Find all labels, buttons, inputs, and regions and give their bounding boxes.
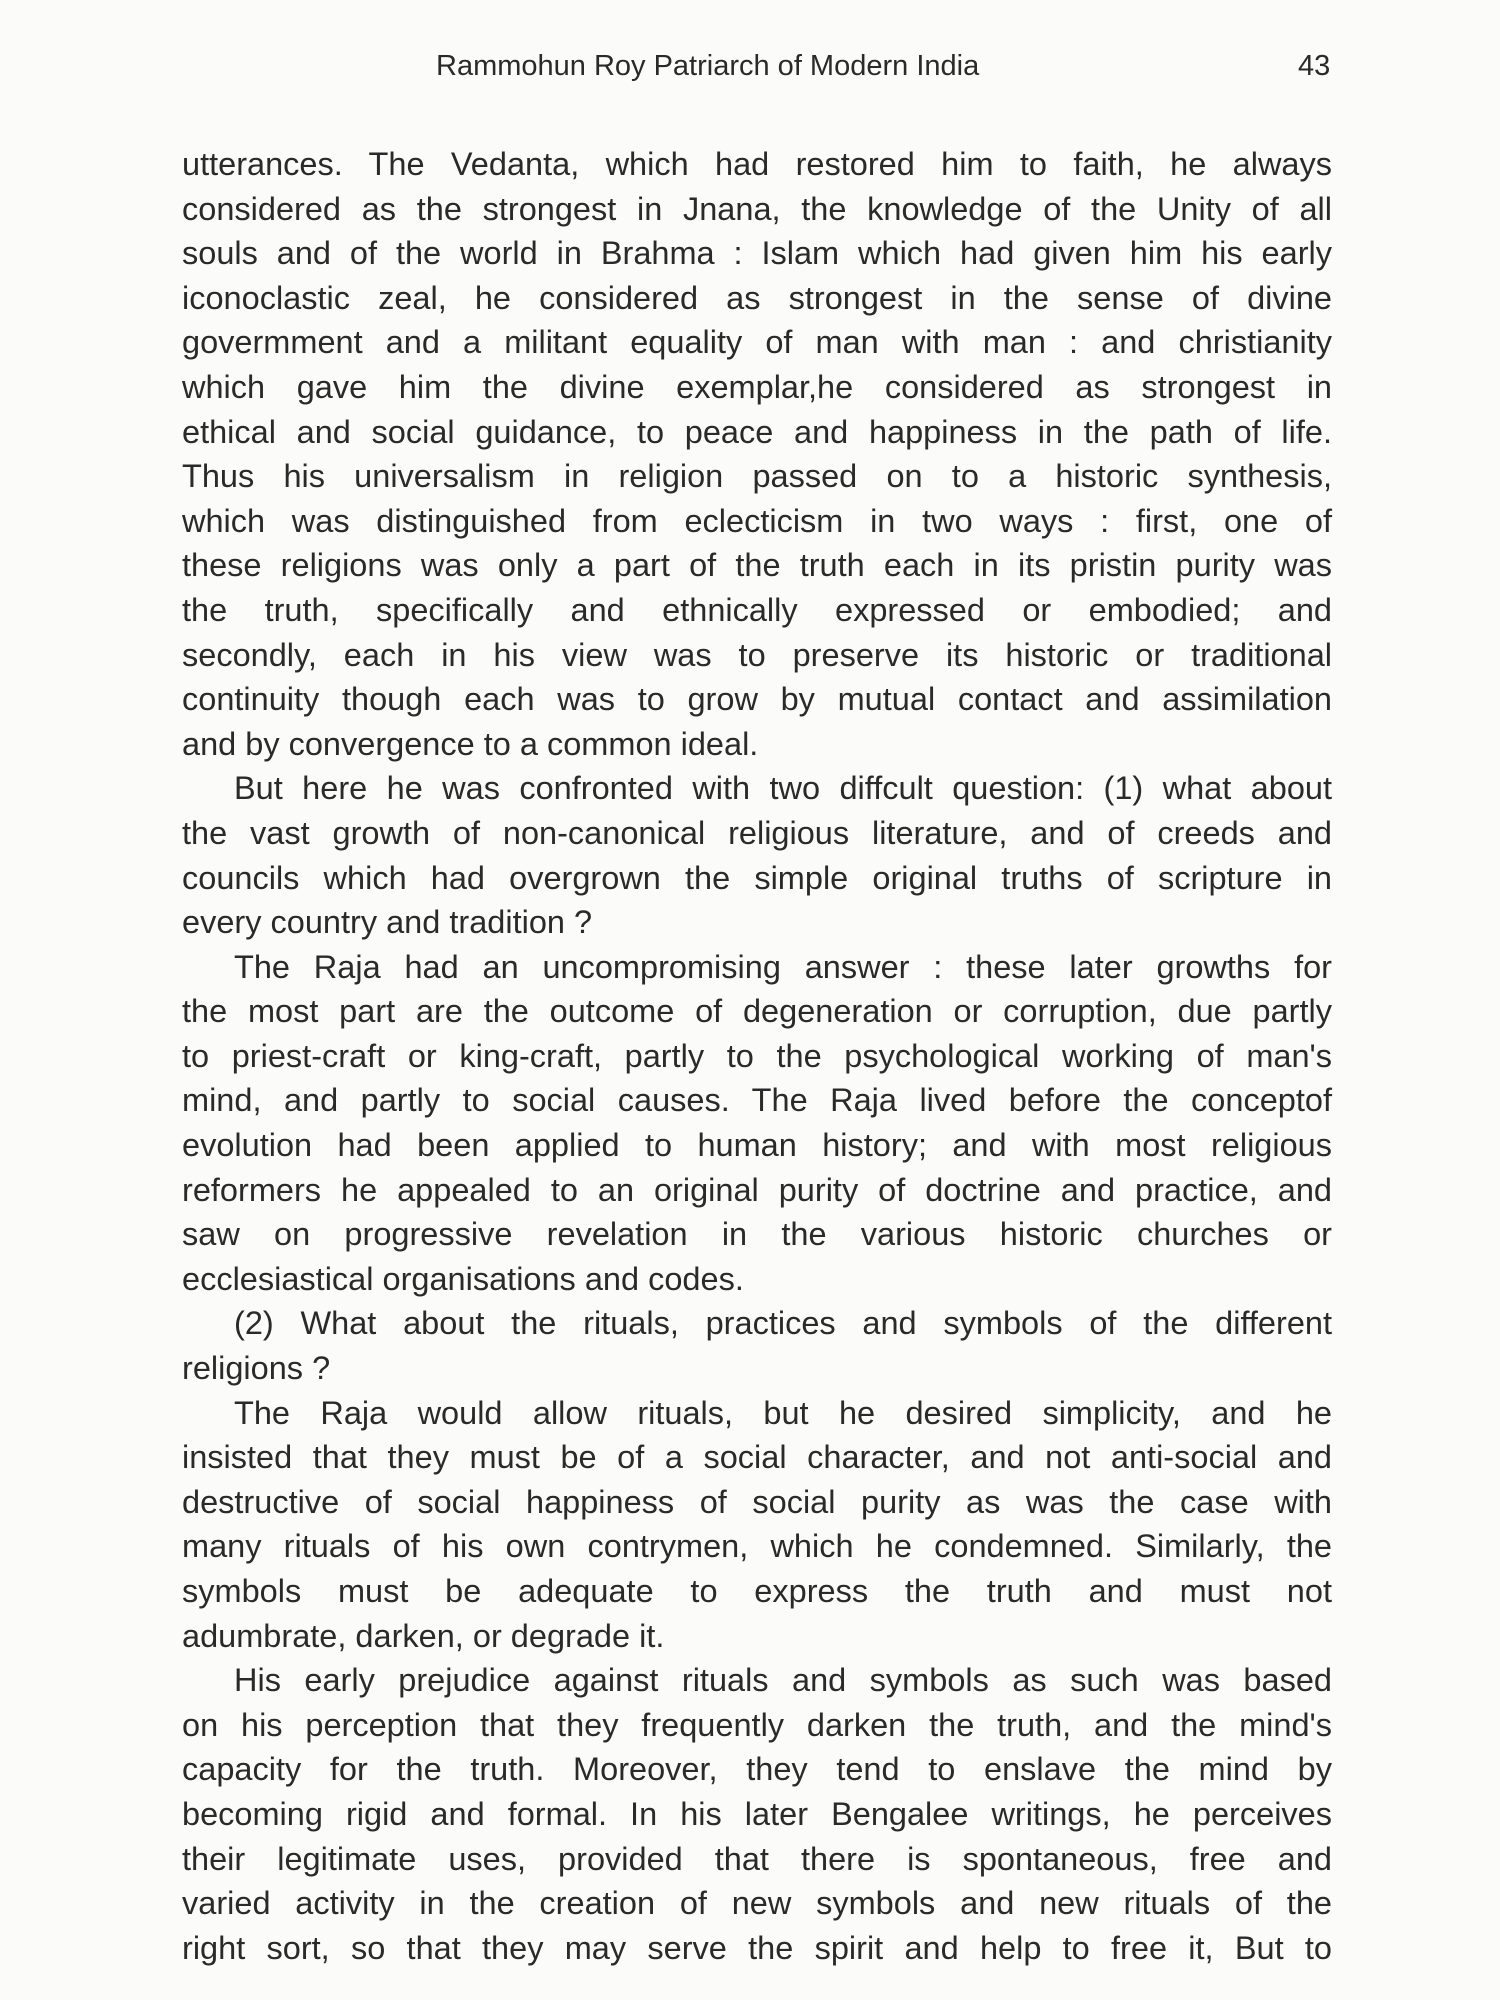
text-line: The Raja would allow rituals, but he desired simplicity, and he xyxy=(234,1394,1332,1431)
text-line: which gave him the divine exemplar,he considered as strongest in xyxy=(182,368,1332,405)
text-line: the vast growth of non-canonical religious literature, and of creeds and xyxy=(182,814,1332,851)
text-line: these religions was only a part of the truth each in its pristin purity was xyxy=(182,547,1332,584)
text-line: which was distinguished from eclecticism in two ways : first, one of xyxy=(182,502,1332,539)
text-line: govermment and a militant equality of man with man : and christianity xyxy=(182,324,1332,361)
text-line: considered as the strongest in Jnana, the knowledge of the Unity of all xyxy=(182,190,1332,227)
text-line: varied activity in the creation of new symbols and new rituals of the xyxy=(182,1885,1332,1922)
text-line: becoming rigid and formal. In his later Bengalee writings, he perceives xyxy=(182,1795,1332,1832)
text-line: The Raja had an uncompromising answer : these later growths for xyxy=(234,948,1332,985)
text-line: saw on progressive revelation in the various historic churches or xyxy=(182,1216,1332,1253)
text-line: souls and of the world in Brahma : Islam which had given him his early xyxy=(182,235,1332,272)
text-line: their legitimate uses, provided that there is spontaneous, free and xyxy=(182,1840,1332,1877)
text-line: capacity for the truth. Moreover, they tend to enslave the mind by xyxy=(182,1751,1332,1788)
text-line: evolution had been applied to human history; and with most religious xyxy=(182,1127,1332,1164)
text-line: religions ? xyxy=(182,1350,331,1387)
page-number: 43 xyxy=(1298,50,1331,82)
text-line: to priest-craft or king-craft, partly to the psychological working of man's xyxy=(182,1037,1332,1074)
text-line: councils which had overgrown the simple original truths of scripture in xyxy=(182,859,1332,896)
text-line: many rituals of his own contrymen, which he condemned. Similarly, the xyxy=(182,1528,1332,1565)
text-line: every country and tradition ? xyxy=(182,904,593,941)
text-line: His early prejudice against rituals and symbols as such was based xyxy=(234,1662,1332,1699)
text-line: But here he was confronted with two diffcult question: (1) what about xyxy=(234,770,1332,807)
text-line: iconoclastic zeal, he considered as strongest in the sense of divine xyxy=(182,279,1332,316)
text-line: mind, and partly to social causes. The Raja lived before the conceptof xyxy=(182,1082,1332,1119)
running-header xyxy=(0,50,1500,90)
text-line: on his perception that they frequently darken the truth, and the mind's xyxy=(182,1706,1332,1743)
text-line: the most part are the outcome of degeneration or corruption, due partly xyxy=(182,993,1332,1030)
text-line: Thus his universalism in religion passed on to a historic synthesis, xyxy=(182,458,1332,495)
text-line: insisted that they must be of a social character, and not anti-social and xyxy=(182,1439,1332,1476)
body-text xyxy=(182,142,1332,1970)
text-line: secondly, each in his view was to preserve its historic or traditional xyxy=(182,636,1332,673)
running-title: Rammohun Roy Patriarch of Modern India xyxy=(436,50,980,82)
text-line: adumbrate, darken, or degrade it. xyxy=(182,1617,665,1654)
text-line: ethical and social guidance, to peace and happiness in the path of life. xyxy=(182,413,1332,450)
text-line: and by convergence to a common ideal. xyxy=(182,725,759,762)
text-line: the truth, specifically and ethnically expressed or embodied; and xyxy=(182,591,1332,628)
text-line: reformers he appealed to an original purity of doctrine and practice, and xyxy=(182,1171,1332,1208)
text-line: ecclesiastical organisations and codes. xyxy=(182,1260,744,1297)
text-line: destructive of social happiness of social purity as was the case with xyxy=(182,1483,1332,1520)
text-line: (2) What about the rituals, practices and symbols of the different xyxy=(234,1305,1332,1342)
text-line: utterances. The Vedanta, which had restored him to faith, he always xyxy=(182,146,1332,182)
text-line: right sort, so that they may serve the spirit and help to free it, But to xyxy=(182,1929,1332,1966)
text-line: symbols must be adequate to express the truth and must not xyxy=(182,1573,1332,1609)
text-line: continuity though each was to grow by mutual contact and assimilation xyxy=(182,681,1332,718)
